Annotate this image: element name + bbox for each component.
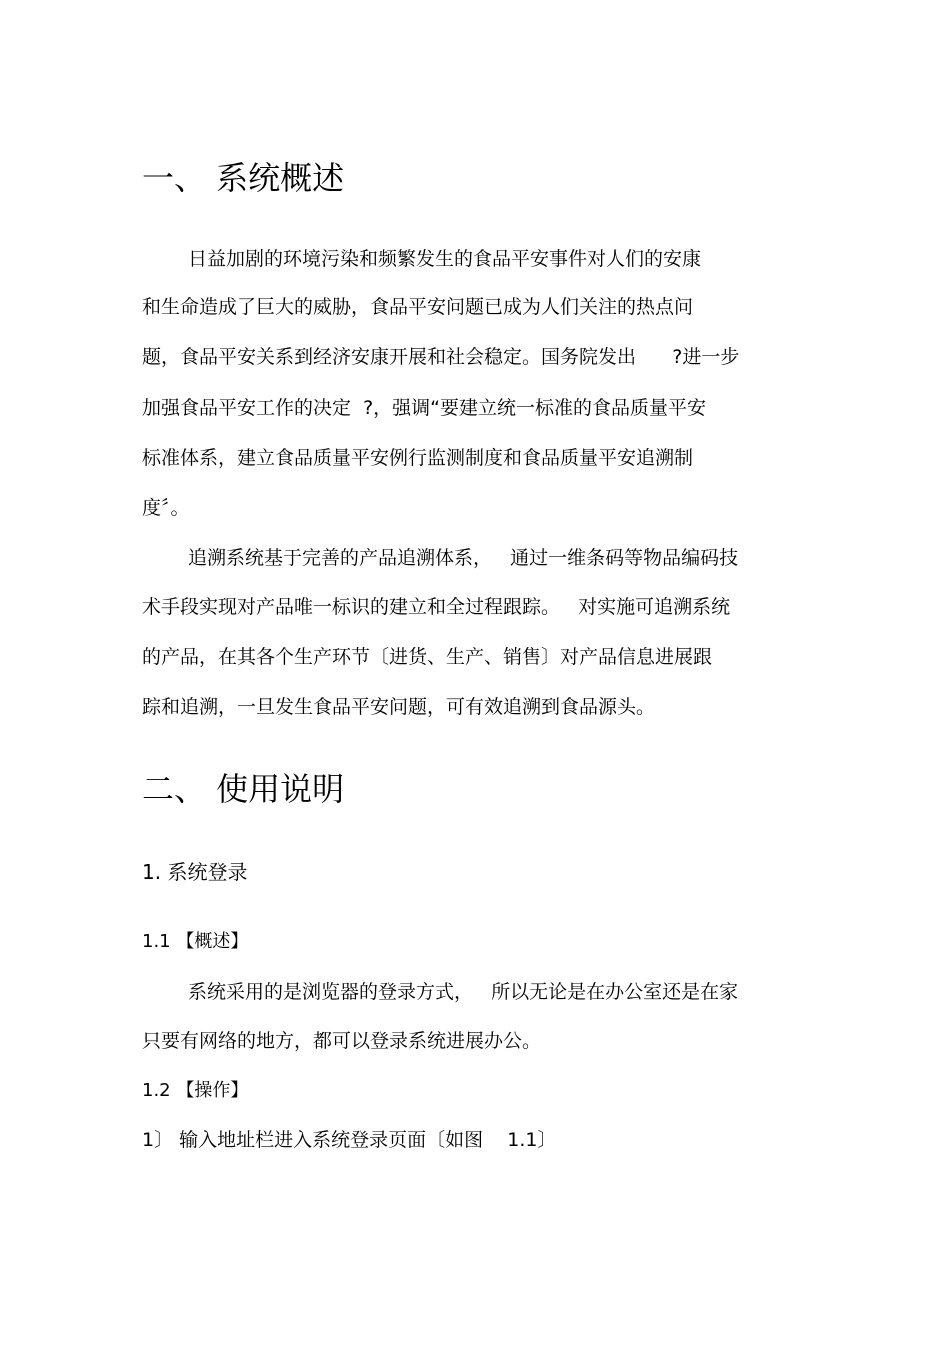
paragraph-line: 术手段实现对产品唯一标识的建立和全过程跟踪。 对实施可追溯系统 (142, 596, 731, 618)
subsection-heading-login: 1. 系统登录 (142, 860, 248, 884)
paragraph-line: 度〞。 (142, 497, 190, 519)
paragraph-line: 标准体系，建立食品质量平安例行监测制度和食品质量平安追溯制 (142, 447, 694, 469)
paragraph-line: 的产品，在其各个生产环节〔进货、生产、销售〕对产品信息进展跟 (142, 646, 713, 668)
paragraph-line: 只要有网络的地方，都可以登录系统进展办公。 (142, 1030, 542, 1052)
subsection-heading-overview: 1.1 【概述】 (142, 931, 249, 952)
step-line: 1〕 输入地址栏进入系统登录页面〔如图 1.1〕 (142, 1129, 557, 1151)
paragraph-line: 踪和追溯，一旦发生食品平安问题，可有效追溯到食品源头。 (142, 696, 656, 718)
paragraph-line: 日益加剧的环境污染和频繁发生的食品平安事件对人们的安康 (188, 248, 702, 270)
paragraph-line: 题，食品平安关系到经济安康开展和社会稳定。国务院发出 ?进一步 (142, 346, 740, 368)
paragraph-line: 加强食品平安工作的决定 ?，强调“要建立统一标准的食品质量平安 (142, 397, 707, 419)
paragraph-line: 系统采用的是浏览器的登录方式， 所以无论是在办公室还是在家 (188, 981, 739, 1003)
section-heading-usage: 二、 使用说明 (142, 770, 345, 808)
paragraph-line: 追溯系统基于完善的产品追溯体系， 通过一维条码等物品编码技 (188, 547, 739, 569)
paragraph-line: 和生命造成了巨大的威胁，食品平安问题已成为人们关注的热点问 (142, 296, 694, 318)
subsection-heading-operation: 1.2 【操作】 (142, 1080, 249, 1101)
section-heading-overview: 一、 系统概述 (142, 159, 345, 197)
